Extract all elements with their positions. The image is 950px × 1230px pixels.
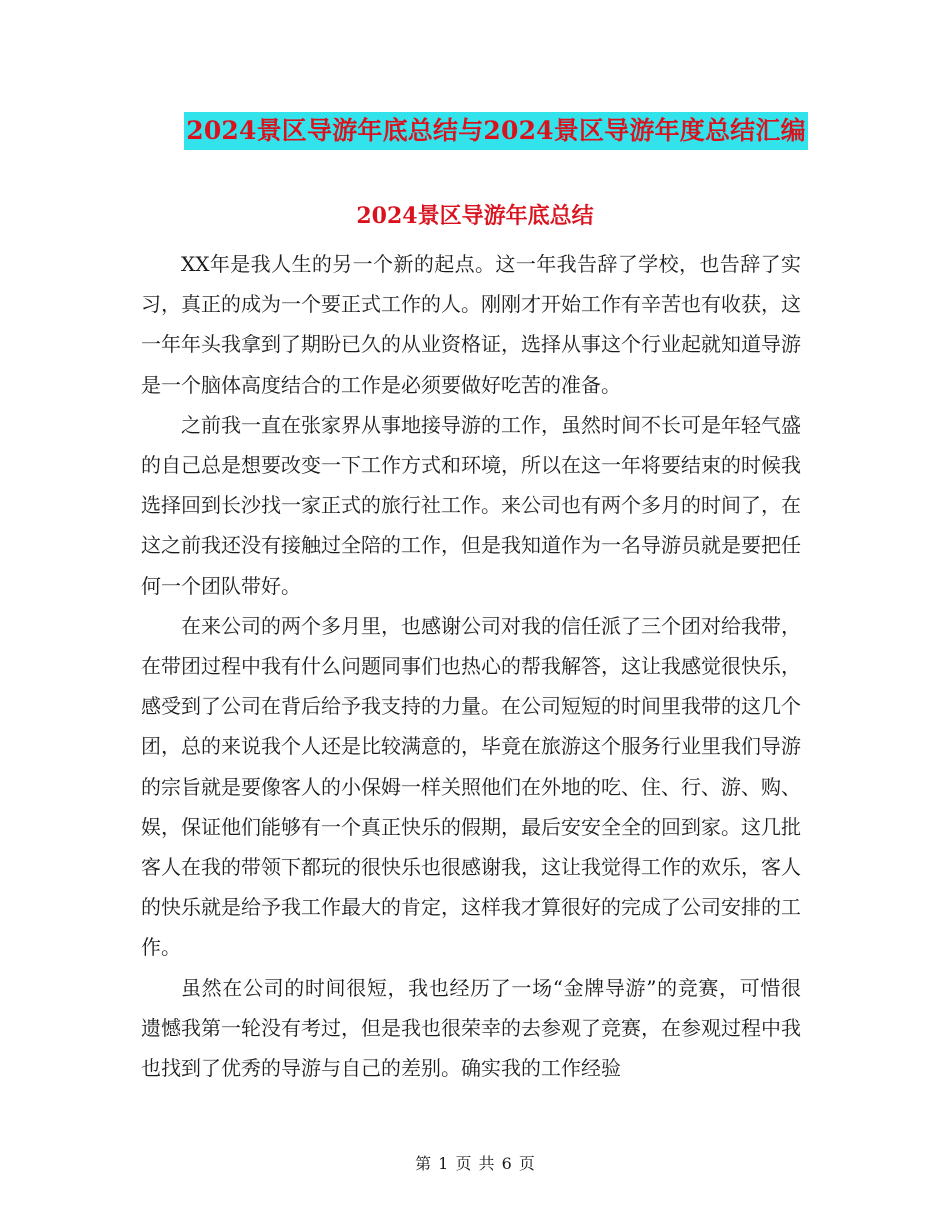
main-title-container (0, 112, 950, 150)
section-title: 2024景区导游年底总结 (356, 203, 594, 229)
paragraph-3: 在来公司的两个多月里，也感谢公司对我的信任派了三个团对给我带，在带团过程中我有什么问题同事们也热心的帮我解答，这让我感觉很快乐，感受到了公司在背后给予我支持的力量。在公司短短的时间里我带的这几个团，总的来说我个人还是比较满意的，毕竟在旅游这个服务行业里我们导游的宗旨就是要像客人的小保姆一样关照他们在外地的吃、住、行、游、购、娱，保证他们能够有一个真正快乐的假期，最后安安全全的回到家。这几批客人在我的带领下都玩的很快乐也很感谢我，这让我觉得工作的欢乐，客人的快乐就是给予我工作最大的肯定，这样我才算很好的完成了公司安排的工作。 (141, 613, 801, 960)
body-content (141, 244, 801, 1088)
paragraph-1: XX年是我人生的另一个新的起点。这一年我告辞了学校，也告辞了实习，真正的成为一个要正式工作的人。刚刚才开始工作有辛苦也有收获，这一年年头我拿到了期盼已久的从业资格证，选择从事这个行业起就知道导游是一个脑体高度结合的工作是必须要做好吃苦的准备。 (141, 252, 801, 397)
paragraph-2: 之前我一直在张家界从事地接导游的工作，虽然时间不长可是年轻气盛的自己总是想要改变一下工作方式和环境，所以在这一年将要结束的时候我选择回到长沙找一家正式的旅行社工作。来公司也有两个多月的时间了，在这之前我还没有接触过全陪的工作，但是我知道作为一名导游员就是要把任何一个团队带好。 (141, 412, 801, 598)
page-number-footer: 第 1 页 共 6 页 (415, 1154, 535, 1173)
paragraph-4: 虽然在公司的时间很短，我也经历了一场“金牌导游”的竞赛，可惜很遗憾我第一轮没有考过，但是我也很荣幸的去参观了竞赛，在参观过程中我也找到了优秀的导游与自己的差别。确实我的工作经验 (141, 975, 801, 1081)
main-title: 2024景区导游年底总结与2024景区导游年度总结汇编 (184, 112, 808, 150)
